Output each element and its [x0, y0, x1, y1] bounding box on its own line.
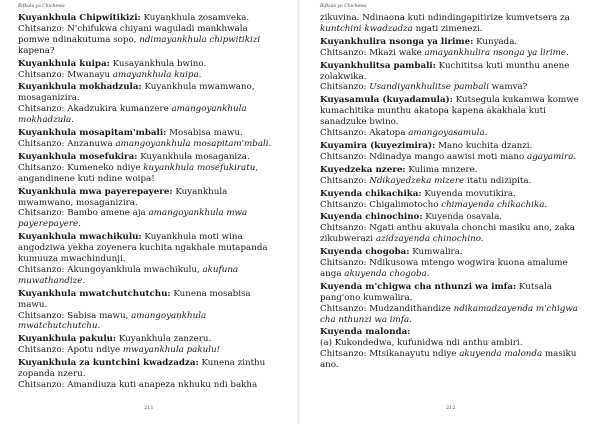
example-text: Sabisa mawu, — [64, 310, 132, 321]
example-emphasis: agayamira. — [527, 151, 577, 162]
entry-definition — [18, 59, 280, 70]
entry-headword: Kuyankhula mwachikulu: — [18, 232, 142, 243]
dictionary-entry — [320, 165, 584, 187]
definition-text: Kuyankhula moti wina angodziwa yekha zoyenera kuchita ngakhale mutapanda kumuuza mwachindunji. — [18, 232, 268, 265]
example-label: Chitsanzo: — [18, 380, 65, 390]
dictionary-entry — [320, 95, 584, 139]
dictionary-entry — [18, 187, 280, 231]
example-label: Chitsanzo: — [18, 138, 65, 149]
example-emphasis: akuyenda chogoba. — [344, 268, 430, 279]
example-emphasis: amayankhula kuipa. — [112, 69, 202, 80]
sense-text: (a) Kukondedwa, kufunidwa ndi anthu ambiri. — [320, 338, 523, 349]
example-label: Chitsanzo: — [320, 303, 367, 314]
entry-definition — [320, 95, 584, 128]
entry-example — [320, 82, 584, 93]
running-header: Bifkulo ya Chichewa — [18, 4, 65, 9]
definition-text: Kuyankhula mwamwano, mosaganizira. — [18, 186, 228, 208]
example-emphasis: amangoyankhula mwatchutchutchu. — [18, 310, 207, 332]
dictionary-entry — [18, 232, 280, 287]
definition-text: Kunyada. — [473, 36, 518, 47]
entry-example — [320, 176, 584, 187]
example-emphasis: mwayankhula pakulu! — [122, 345, 221, 356]
definition-text: Kuyankhula zanzeru. — [116, 334, 212, 345]
entry-definition — [320, 141, 584, 152]
entry-headword: Kuyankhula mwa payerepayere: — [18, 186, 173, 197]
definition-text: Kumwalira. — [409, 247, 463, 258]
example-label: Chitsanzo: — [18, 69, 65, 80]
example-text: Chigalimotocho — [366, 199, 442, 210]
left-page — [0, 0, 297, 424]
entry-headword: Kuyenda m'chigwa cha nthunzi wa imfa: — [320, 281, 517, 292]
dictionary-entry — [320, 61, 584, 94]
entry-example — [320, 349, 584, 371]
entry-example — [18, 104, 280, 126]
dictionary-entry — [320, 282, 584, 326]
entry-headword: Kuyankhula Chipwitikizi: — [18, 13, 141, 23]
entry-definition — [18, 187, 280, 209]
entry-headword: Kuyankhula mwatchutchutchu: — [18, 288, 171, 299]
entry-definition — [18, 13, 280, 24]
example-label: Chitsanzo: — [320, 151, 367, 162]
left-page-content — [18, 13, 280, 393]
example-label: Chitsanzo: — [320, 47, 367, 58]
example-label: Chitsanzo: — [18, 264, 65, 275]
example-label: Chitsanzo: — [18, 345, 65, 356]
entry-example — [18, 163, 280, 185]
entry-example — [320, 258, 584, 280]
definition-text: Kuyankhula mosaganiza. — [137, 151, 250, 162]
example-emphasis: amangoyasamula. — [408, 128, 488, 139]
example-emphasis: ndikamadzayenda m'chigwa cha nthunzi wa imfa. — [320, 303, 578, 325]
dictionary-entry — [18, 358, 280, 391]
entry-definition — [320, 189, 584, 200]
definition-text: Kuyenda osavala. — [422, 212, 503, 223]
entry-example — [320, 304, 584, 326]
example-emphasis: kuyankhula mosefukiratu, — [143, 162, 259, 173]
definition-text: Kuyenda movutikira. — [421, 188, 516, 199]
example-label: Chitsanzo: — [320, 175, 367, 186]
example-text: Ndikusowa mtengo wogwira kuona amalume anga — [320, 258, 568, 279]
dictionary-entry — [18, 128, 280, 150]
entry-headword: Kuyedzeka nzere: — [320, 164, 406, 175]
entry-headword: Kuyenda malonda: — [320, 327, 411, 338]
entry-headword: Kuyankhula mokhadzula: — [18, 82, 142, 93]
example-text: Mwanayu — [64, 69, 113, 80]
entry-headword: Kuyankhula pakulu: — [18, 334, 117, 345]
right-page — [300, 0, 600, 424]
example-tail: kapena? — [18, 45, 55, 56]
example-text: Anzanuwa — [64, 138, 116, 149]
example-emphasis: Ndikayedzeka mizere — [369, 175, 465, 186]
entry-example — [320, 152, 584, 163]
entry-headword: Kuyankhula kuipa: — [18, 58, 110, 69]
example-label: Chitsanzo: — [320, 223, 367, 234]
dictionary-entry — [18, 152, 280, 185]
example-text: Akungoyankhula mwachikulu, — [64, 264, 203, 275]
entry-definition — [18, 289, 280, 311]
example-tail: wamva? — [488, 82, 528, 93]
example-emphasis: amangoyankhula mwa payerepayere. — [18, 208, 248, 230]
entry-example — [18, 380, 280, 391]
definition-text: Kunena mosabisa mawu. — [18, 288, 251, 310]
dictionary-entry — [320, 141, 584, 163]
example-label: Chitsanzo: — [18, 104, 65, 115]
example-emphasis: akuyenda malonda — [459, 349, 543, 360]
example-label: Chitsanzo: — [18, 162, 65, 173]
example-emphasis: amangoyankhula mokhadzula. — [18, 104, 247, 126]
dictionary-entry — [18, 13, 280, 57]
entry-definition — [320, 327, 584, 338]
example-text: Ndinadya mango aawisi moti mano — [366, 151, 528, 162]
entry-definition — [18, 152, 280, 163]
dictionary-entry — [18, 289, 280, 333]
example-emphasis: ndimayankhula chipwitikizi — [139, 34, 261, 45]
entry-definition — [18, 128, 280, 139]
entry-example — [320, 128, 584, 139]
example-tail: itatu ndizipita. — [464, 175, 532, 186]
entry-headword: Kuyenda chinochino: — [320, 212, 423, 223]
entry-headword: Kuyenda chogoba: — [320, 247, 410, 258]
example-label: Chitsanzo: — [320, 349, 367, 360]
running-header: Bifkulo ya Chichewa — [320, 4, 367, 9]
example-text: Amandiuza kuti anapeza nkhuku ndi bakha — [64, 380, 258, 390]
entry-headword: Kuyankhula mosefukira: — [18, 151, 138, 162]
example-text: Mudzandithandize — [366, 303, 454, 314]
example-tail: angandinene kuti ndine woipa! — [18, 173, 155, 184]
entry-definition — [18, 232, 280, 265]
definition-text: Kuyankhula mwamwano, mosaganizira. — [18, 82, 255, 104]
entry-definition — [320, 37, 584, 48]
entry-definition — [18, 334, 280, 345]
example-text: Akadzukira kumanzere — [64, 104, 172, 115]
entry-headword: Kuyankhula mosapitam'mbali: — [18, 128, 167, 139]
example-emphasis: Usandiyankhulitse pambali — [369, 82, 489, 93]
entry-definition — [320, 165, 584, 176]
example-text: Mtsikanayutu ndiye — [366, 349, 460, 360]
dictionary-entry — [320, 212, 584, 245]
example-text: Kumeneko ndiye — [64, 162, 144, 173]
example-label: Chitsanzo: — [320, 199, 367, 210]
example-label: Chitsanzo: — [18, 310, 65, 321]
dictionary-entry — [18, 82, 280, 126]
example-emphasis: amangoyankhula mosapitam'mbali. — [115, 138, 272, 149]
entry-headword: Kuyamira (kuyezimira): — [320, 140, 436, 151]
definition-text: Kutsala pang'ono kumwalira. — [320, 281, 553, 303]
entry-definition — [320, 247, 584, 258]
definition-text: Kusayankhula bwino. — [109, 58, 207, 69]
entry-example — [18, 265, 280, 287]
example-text: N'chifukwa chiyani waguladi mankhwala pomwe ndinakutuma sopo, — [18, 23, 248, 45]
entry-headword: Kuyenda chikachika: — [320, 188, 422, 199]
definition-text: Mosabisa mawu. — [166, 128, 243, 139]
continued-text: zikuvina. Ndinaona kuti ndindingapitirize kumvetsera za kuntchini kwadzadza ngati zimenezi. — [320, 13, 570, 34]
example-text: Akatopa — [366, 128, 409, 139]
example-label: Chitsanzo: — [18, 208, 65, 219]
right-page-content — [320, 13, 584, 373]
entry-example — [320, 200, 584, 211]
example-emphasis: akufuna muwathandize. — [18, 264, 239, 286]
example-label: Chitsanzo: — [320, 82, 367, 93]
example-label: Chitsanzo: — [320, 128, 367, 139]
definition-text: Kulima mnzere. — [405, 164, 478, 175]
example-emphasis: chimayenda chikachika. — [441, 199, 548, 210]
entry-headword: Kuyankhula za kuntchini kwadzadza: — [18, 358, 199, 369]
dictionary-entry — [320, 247, 584, 280]
example-tail: masiku ano. — [320, 349, 577, 371]
example-emphasis: amayankhulira nsonga ya lirime. — [424, 47, 569, 58]
definition-text: Kuchititsa kuti munthu anene zolakwika. — [320, 60, 570, 82]
definition-text: Mano kuchita dzanzi. — [435, 140, 533, 151]
page-number: 211 — [144, 405, 154, 411]
example-text: Ngati anthu akuvala chonchi masiku ano, zaka zikubwerazi — [320, 223, 575, 245]
dictionary-entry — [18, 334, 280, 356]
entry-definition — [18, 358, 280, 380]
page-number: 212 — [446, 405, 456, 411]
entry-example — [18, 70, 280, 81]
entry-definition — [320, 61, 584, 83]
definition-text: Kutsegula kukamwa komwe kumachitika munthu akatopa kapena akakhala kuti sanadzuke bwino. — [320, 95, 579, 128]
example-text: Bambo amene aja — [64, 208, 149, 219]
entry-example — [18, 311, 280, 333]
dictionary-entry — [18, 59, 280, 81]
entry-headword: Kuyankhulira nsonga ya lirime: — [320, 36, 474, 47]
definition-text: Kuyankhula zosamveka. — [140, 13, 250, 23]
entry-example — [320, 48, 584, 59]
entry-headword: Kuyasamula (kuyadamula): — [320, 95, 453, 106]
entry-example — [18, 208, 280, 230]
entry-definition — [18, 82, 280, 104]
example-text: Mkazi wake — [366, 47, 425, 58]
entry-definition — [320, 282, 584, 304]
example-label: Chitsanzo: — [320, 258, 367, 269]
example-label: Chitsanzo: — [18, 23, 65, 34]
dictionary-entry — [320, 37, 584, 59]
entry-example — [18, 345, 280, 356]
entry-example — [18, 24, 280, 57]
example-emphasis: azidzayenda chinochino. — [375, 234, 484, 245]
entry-example — [18, 139, 280, 150]
definition-text: Kunena zinthu zopanda nzeru. — [18, 358, 266, 380]
entry-example — [320, 223, 584, 245]
dictionary-entry — [320, 189, 584, 211]
example-text: Apotu ndiye — [64, 345, 123, 356]
entry-definition — [320, 212, 584, 223]
dictionary-entry — [320, 327, 584, 371]
entry-headword: Kuyankhulitsa pambali: — [320, 60, 436, 71]
